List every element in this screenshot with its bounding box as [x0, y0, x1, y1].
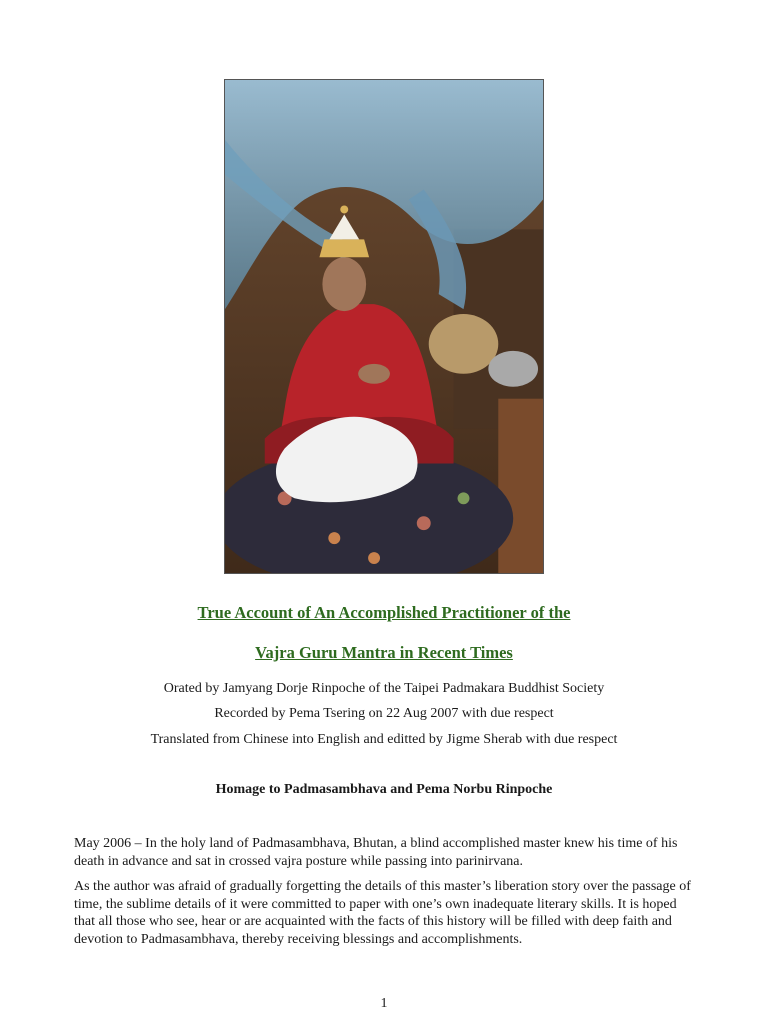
master-photo [224, 79, 544, 574]
document-title-line-2: Vajra Guru Mantra in Recent Times [255, 643, 513, 662]
master-photo-illustration [225, 80, 543, 573]
credit-orated: Orated by Jamyang Dorje Rinpoche of the Taipei Padmakara Buddhist Society [163, 681, 605, 696]
body-paragraph: May 2006 – In the holy land of Padmasambhava, Bhutan, a blind accomplished master knew his time of his death in advance and sat in crossed vajra posture while passing into parinirvana. [74, 836, 678, 869]
credit-recorded: Recorded by Pema Tsering on 22 Aug 2007 with due respect [214, 706, 554, 721]
body-paragraph: As the author was afraid of gradually forgetting the details of this master’s liberation story over the passage of time, the sublime details of it were committed to paper with one’s own inadequate literary skills. It is hoped that all those who see, hear or are acquainted with the facts of this history will be filled with deep faith and devotion to Padmasambhava, thereby receiving blessings and accomplishments. [74, 879, 691, 947]
page-number: 1 [380, 996, 388, 1011]
credit-translated: Translated from Chinese into English and editted by Jigme Sherab with due respect [150, 732, 618, 747]
document-title-line-1: True Account of An Accomplished Practitioner of the [197, 603, 571, 622]
homage-heading: Homage to Padmasambhava and Pema Norbu Rinpoche [215, 782, 553, 797]
